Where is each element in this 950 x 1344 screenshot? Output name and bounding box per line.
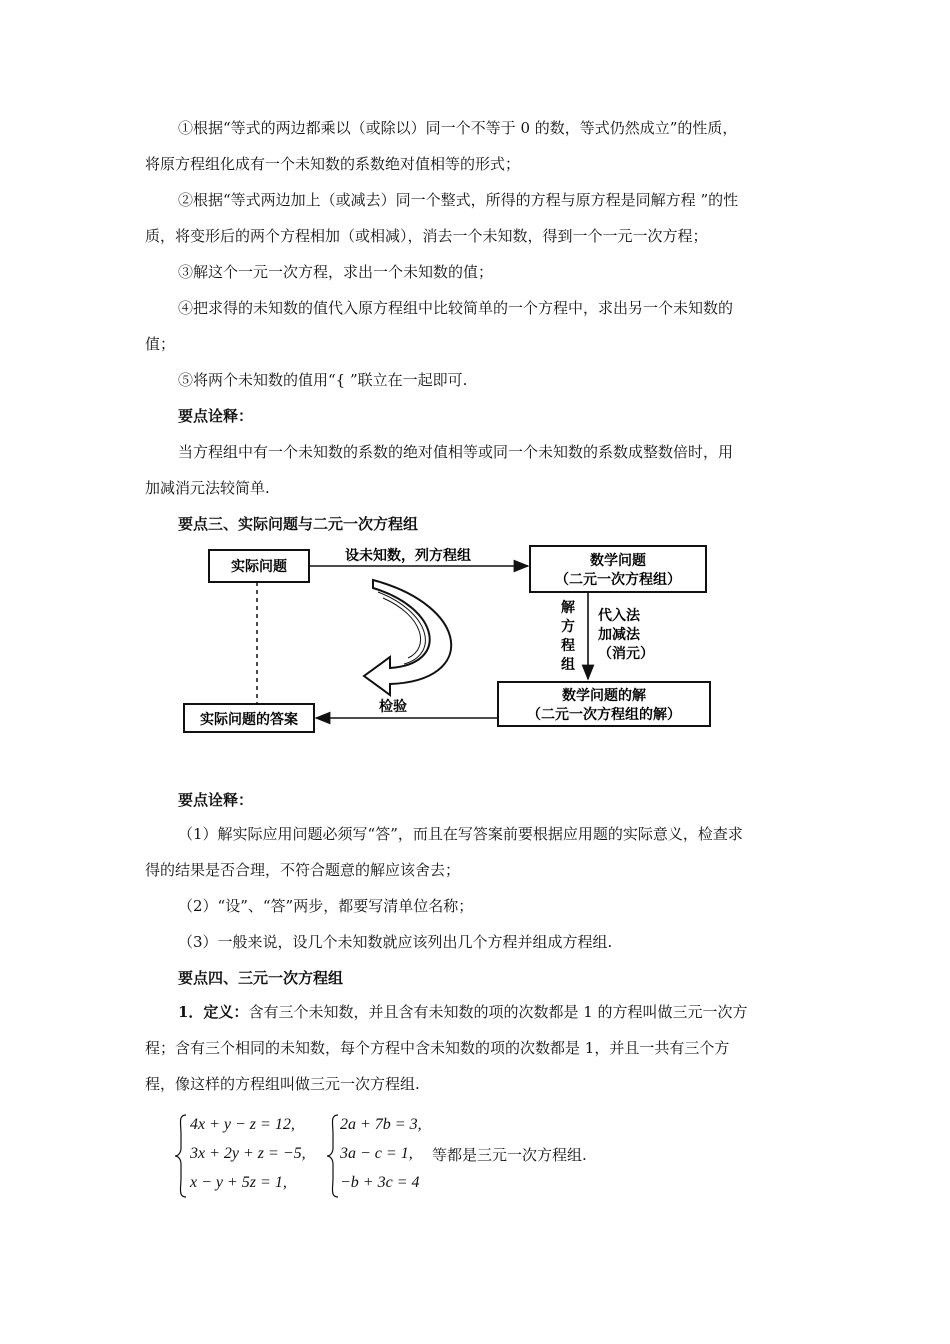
definition-line3: 程，像这样的方程组叫做三元一次方程组. [145, 1075, 420, 1093]
methods-line2: 加减法 [598, 627, 640, 643]
methods-line3: （消元） [598, 646, 654, 662]
math-solution-line1: 数学问题的解 [562, 688, 646, 704]
real-answer-label: 实际问题的答案 [200, 712, 298, 728]
step1-line1: ①根据“等式的两边都乘以（或除以）同一个不等于 0 的数，等式仍然成立”的性质， [178, 119, 738, 137]
system2-eq2: 3a − c = 1, [340, 1145, 413, 1162]
system1-eq1: 4x + y − z = 12, [190, 1116, 295, 1133]
note-heading-2: 要点诠释： [178, 791, 254, 809]
flow-diagram [178, 536, 718, 736]
note2-item3: （3）一般来说，设几个未知数就应该列出几个方程并组成方程组. [178, 933, 613, 951]
solve-char: 解 [561, 600, 575, 616]
system1-eq3: x − y + 5z = 1, [190, 1174, 287, 1191]
arrow-set-up-label: 设未知数，列方程组 [345, 548, 471, 564]
solve-char: 程 [561, 638, 575, 654]
step4-line2: 值； [145, 335, 176, 353]
step2-line1: ②根据“等式两边加上（或减去）同一个整式，所得的方程与原方程是同解方程 ”的性 [178, 191, 739, 209]
step5-line: ⑤将两个未知数的值用“{ ”联立在一起即可. [178, 371, 468, 389]
box-math-problem [530, 546, 706, 592]
math-problem-line1: 数学问题 [590, 553, 646, 569]
solve-vertical-label [561, 599, 576, 673]
note1-line2: 加减消元法较简单. [145, 479, 270, 497]
methods-line1: 代入法 [598, 608, 640, 624]
definition-line2: 程；含有三个相同的未知数，每个方程中含未知数的项的次数都是 1，并且一共有三个方 [145, 1039, 730, 1057]
box-real-answer [184, 704, 314, 732]
system2-eq3: −b + 3c = 4 [340, 1174, 420, 1191]
math-problem-line2: （二元一次方程组） [555, 572, 681, 588]
step2-line2: 质，将变形后的两个方程相加（或相减），消去一个未知数，得到一个一元一次方程； [145, 227, 708, 245]
examples-suffix: 等都是三元一次方程组. [432, 1146, 587, 1164]
step1-line2: 将原方程组化成有一个未知数的系数绝对值相等的形式； [145, 155, 521, 173]
svg-text:解方程组 [561, 599, 576, 673]
step4-line1: ④把求得的未知数的值代入原方程组中比较简单的一个方程中，求出另一个未知数的 [178, 299, 734, 317]
real-problem-label: 实际问题 [231, 559, 287, 575]
system2-eq1: 2a + 7b = 3, [340, 1116, 422, 1133]
note1-line1: 当方程组中有一个未知数的系数的绝对值相等或同一个未知数的系数成整数倍时，用 [178, 443, 734, 461]
brace-left [174, 1114, 188, 1198]
definition-label: 1．定义： [178, 1003, 249, 1021]
system1-eq2: 3x + 2y + z = −5, [190, 1145, 306, 1162]
brace-right [326, 1114, 340, 1198]
check-label: 检验 [379, 699, 407, 715]
box-math-solution [498, 682, 710, 726]
note2-item2: （2）“设”、“答”两步，都要写清单位名称； [178, 897, 474, 915]
solve-char: 组 [561, 657, 575, 673]
section3-title: 要点三、实际问题与二元一次方程组 [178, 515, 419, 533]
definition-text-1: 含有三个未知数，并且含有未知数的项的次数都是 1 的方程叫做三元一次方 [248, 1003, 748, 1021]
math-solution-line2: （二元一次方程组的解） [527, 707, 681, 723]
solve-char: 方 [561, 619, 575, 635]
definition-line1 [178, 1002, 843, 1022]
section4-title: 要点四、三元一次方程组 [178, 969, 344, 987]
box-real-problem [209, 550, 309, 582]
note-heading-1: 要点诠释： [178, 407, 254, 425]
note2-item1-line1: （1）解实际应用问题必须写“答”，而且在写答案前要根据应用题的实际意义，检查求 [178, 825, 743, 843]
curved-arrow-shape [364, 580, 451, 695]
note2-item1-line2: 得的结果是否合理，不符合题意的解应该舍去； [145, 861, 461, 879]
step3-line: ③解这个一元一次方程，求出一个未知数的值； [178, 263, 494, 281]
